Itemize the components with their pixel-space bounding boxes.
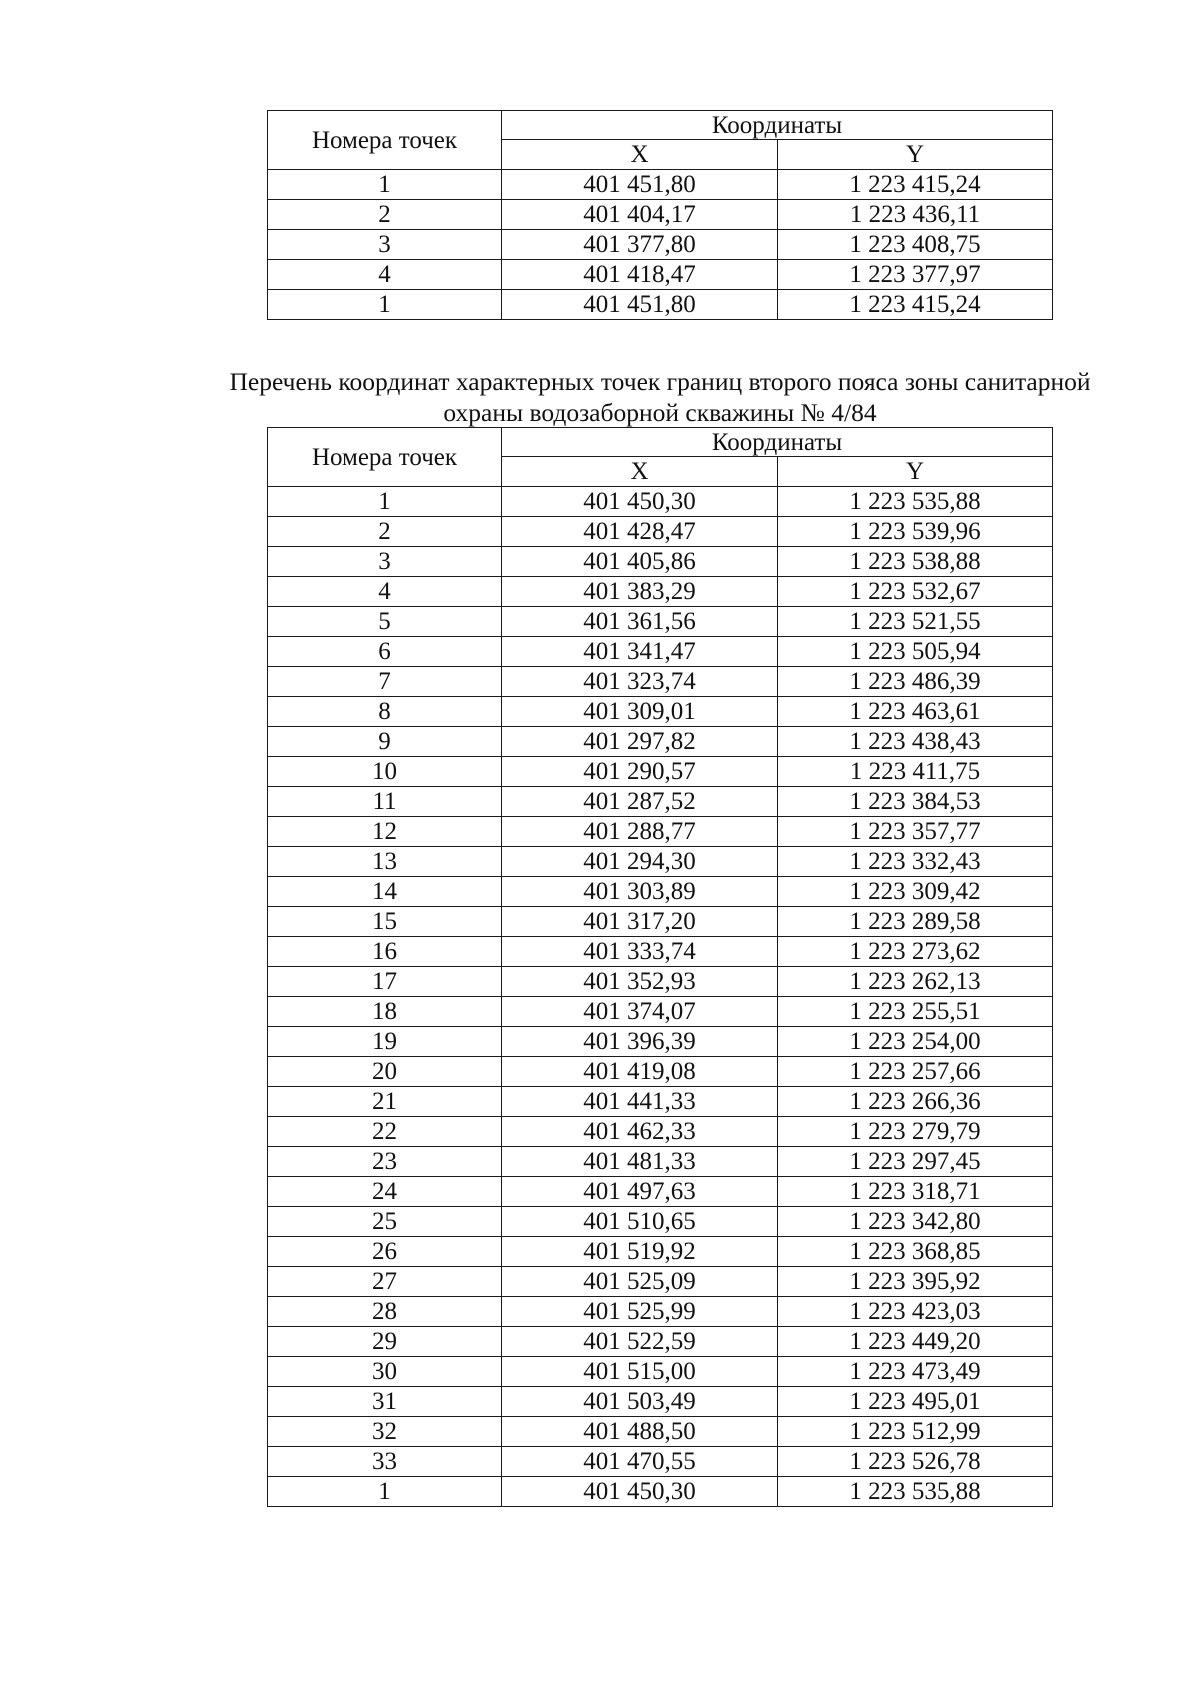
table-row (268, 907, 1053, 937)
x-coordinate-cell: 401 297,82 (502, 727, 778, 757)
y-coordinate-cell: 1 223 423,03 (778, 1297, 1053, 1327)
y-coordinate-cell: 1 223 357,77 (778, 817, 1053, 847)
x-coordinate-cell: 401 288,77 (502, 817, 778, 847)
y-coordinate-cell: 1 223 463,61 (778, 697, 1053, 727)
y-coordinate-cell: 1 223 436,11 (778, 200, 1053, 230)
x-coordinate-cell: 401 510,65 (502, 1207, 778, 1237)
y-coordinate-cell: 1 223 368,85 (778, 1237, 1053, 1267)
table-row (268, 817, 1053, 847)
x-coordinate-cell: 401 519,92 (502, 1237, 778, 1267)
point-number-cell: 24 (268, 1177, 502, 1207)
x-coordinate-cell: 401 497,63 (502, 1177, 778, 1207)
caption-line-1: Перечень координат характерных точек границ второго пояса зоны санитарной (229, 367, 1091, 396)
x-coordinate-cell: 401 428,47 (502, 517, 778, 547)
point-number-cell: 1 (268, 1477, 502, 1507)
point-number-cell: 1 (268, 170, 502, 200)
x-coordinate-cell: 401 470,55 (502, 1447, 778, 1477)
y-coordinate-cell: 1 223 505,94 (778, 637, 1053, 667)
x-coordinate-cell: 401 522,59 (502, 1327, 778, 1357)
y-coordinate-cell: 1 223 318,71 (778, 1177, 1053, 1207)
y-coordinate-cell: 1 223 408,75 (778, 230, 1053, 260)
y-coordinate-cell: 1 223 262,13 (778, 967, 1053, 997)
table-row (268, 1387, 1053, 1417)
coordinates-table-second-zone (267, 427, 1053, 1507)
table-row (268, 727, 1053, 757)
table-row (268, 787, 1053, 817)
x-coordinate-cell: 401 450,30 (502, 487, 778, 517)
y-coordinate-cell: 1 223 438,43 (778, 727, 1053, 757)
point-number-cell: 5 (268, 607, 502, 637)
table-row (268, 230, 1053, 260)
table-row (268, 1357, 1053, 1387)
point-number-cell: 6 (268, 637, 502, 667)
table-row (268, 1447, 1053, 1477)
table-row (268, 547, 1053, 577)
x-coordinate-cell: 401 287,52 (502, 787, 778, 817)
point-number-cell: 21 (268, 1087, 502, 1117)
point-number-cell: 3 (268, 230, 502, 260)
x-coordinate-cell: 401 374,07 (502, 997, 778, 1027)
table-row (268, 757, 1053, 787)
point-number-cell: 17 (268, 967, 502, 997)
x-coordinate-cell: 401 462,33 (502, 1117, 778, 1147)
table-row (268, 170, 1053, 200)
table-row (268, 937, 1053, 967)
table-row (268, 1267, 1053, 1297)
point-number-cell: 1 (268, 290, 502, 320)
x-coordinate-cell: 401 418,47 (502, 260, 778, 290)
point-number-cell: 20 (268, 1057, 502, 1087)
x-coordinate-cell: 401 396,39 (502, 1027, 778, 1057)
table-row (268, 1477, 1053, 1507)
y-coordinate-cell: 1 223 309,42 (778, 877, 1053, 907)
point-number-cell: 8 (268, 697, 502, 727)
y-coordinate-cell: 1 223 332,43 (778, 847, 1053, 877)
x-coordinate-cell: 401 451,80 (502, 170, 778, 200)
x-coordinate-cell: 401 383,29 (502, 577, 778, 607)
point-number-cell: 3 (268, 547, 502, 577)
table-body (268, 487, 1053, 1507)
table-row (268, 1117, 1053, 1147)
x-coordinate-cell: 401 419,08 (502, 1057, 778, 1087)
table-row (268, 1147, 1053, 1177)
point-number-cell: 26 (268, 1237, 502, 1267)
table-row (268, 200, 1053, 230)
x-coordinate-cell: 401 341,47 (502, 637, 778, 667)
y-coordinate-cell: 1 223 415,24 (778, 290, 1053, 320)
header-x: X (502, 457, 778, 487)
point-number-cell: 31 (268, 1387, 502, 1417)
x-coordinate-cell: 401 441,33 (502, 1087, 778, 1117)
x-coordinate-cell: 401 377,80 (502, 230, 778, 260)
point-number-cell: 25 (268, 1207, 502, 1237)
x-coordinate-cell: 401 317,20 (502, 907, 778, 937)
y-coordinate-cell: 1 223 535,88 (778, 487, 1053, 517)
point-number-cell: 12 (268, 817, 502, 847)
table-row (268, 487, 1053, 517)
x-coordinate-cell: 401 481,33 (502, 1147, 778, 1177)
table-header (268, 111, 1053, 170)
table-row (268, 637, 1053, 667)
x-coordinate-cell: 401 503,49 (502, 1387, 778, 1417)
y-coordinate-cell: 1 223 297,45 (778, 1147, 1053, 1177)
table-row (268, 1237, 1053, 1267)
table-row (268, 997, 1053, 1027)
y-coordinate-cell: 1 223 532,67 (778, 577, 1053, 607)
table-row (268, 1207, 1053, 1237)
y-coordinate-cell: 1 223 495,01 (778, 1387, 1053, 1417)
point-number-cell: 4 (268, 260, 502, 290)
y-coordinate-cell: 1 223 486,39 (778, 667, 1053, 697)
table-caption (180, 366, 1140, 428)
x-coordinate-cell: 401 451,80 (502, 290, 778, 320)
point-number-cell: 28 (268, 1297, 502, 1327)
y-coordinate-cell: 1 223 415,24 (778, 170, 1053, 200)
table-row (268, 517, 1053, 547)
y-coordinate-cell: 1 223 521,55 (778, 607, 1053, 637)
y-coordinate-cell: 1 223 538,88 (778, 547, 1053, 577)
x-coordinate-cell: 401 352,93 (502, 967, 778, 997)
header-x: X (502, 140, 778, 170)
y-coordinate-cell: 1 223 535,88 (778, 1477, 1053, 1507)
x-coordinate-cell: 401 303,89 (502, 877, 778, 907)
header-point-numbers: Номера точек (268, 111, 502, 170)
x-coordinate-cell: 401 525,99 (502, 1297, 778, 1327)
x-coordinate-cell: 401 294,30 (502, 847, 778, 877)
point-number-cell: 11 (268, 787, 502, 817)
table-row (268, 667, 1053, 697)
coordinates-table-first-zone (267, 110, 1053, 320)
table-row (268, 1297, 1053, 1327)
table-row (268, 877, 1053, 907)
point-number-cell: 15 (268, 907, 502, 937)
y-coordinate-cell: 1 223 411,75 (778, 757, 1053, 787)
point-number-cell: 16 (268, 937, 502, 967)
x-coordinate-cell: 401 361,56 (502, 607, 778, 637)
y-coordinate-cell: 1 223 255,51 (778, 997, 1053, 1027)
y-coordinate-cell: 1 223 395,92 (778, 1267, 1053, 1297)
x-coordinate-cell: 401 488,50 (502, 1417, 778, 1447)
point-number-cell: 30 (268, 1357, 502, 1387)
point-number-cell: 10 (268, 757, 502, 787)
x-coordinate-cell: 401 309,01 (502, 697, 778, 727)
point-number-cell: 19 (268, 1027, 502, 1057)
point-number-cell: 27 (268, 1267, 502, 1297)
y-coordinate-cell: 1 223 384,53 (778, 787, 1053, 817)
table-row (268, 577, 1053, 607)
table-row (268, 260, 1053, 290)
point-number-cell: 1 (268, 487, 502, 517)
point-number-cell: 18 (268, 997, 502, 1027)
y-coordinate-cell: 1 223 473,49 (778, 1357, 1053, 1387)
y-coordinate-cell: 1 223 512,99 (778, 1417, 1053, 1447)
table-row (268, 967, 1053, 997)
point-number-cell: 2 (268, 200, 502, 230)
point-number-cell: 9 (268, 727, 502, 757)
point-number-cell: 13 (268, 847, 502, 877)
point-number-cell: 23 (268, 1147, 502, 1177)
y-coordinate-cell: 1 223 273,62 (778, 937, 1053, 967)
point-number-cell: 7 (268, 667, 502, 697)
point-number-cell: 14 (268, 877, 502, 907)
point-number-cell: 2 (268, 517, 502, 547)
point-number-cell: 4 (268, 577, 502, 607)
y-coordinate-cell: 1 223 266,36 (778, 1087, 1053, 1117)
y-coordinate-cell: 1 223 342,80 (778, 1207, 1053, 1237)
table-body (268, 170, 1053, 320)
x-coordinate-cell: 401 333,74 (502, 937, 778, 967)
x-coordinate-cell: 401 515,00 (502, 1357, 778, 1387)
table-row (268, 1177, 1053, 1207)
table-row (268, 607, 1053, 637)
x-coordinate-cell: 401 525,09 (502, 1267, 778, 1297)
header-coordinates: Координаты (502, 428, 1053, 457)
y-coordinate-cell: 1 223 539,96 (778, 517, 1053, 547)
header-coordinates: Координаты (502, 111, 1053, 140)
point-number-cell: 22 (268, 1117, 502, 1147)
table-row (268, 1057, 1053, 1087)
table-header (268, 428, 1053, 487)
table-row (268, 1417, 1053, 1447)
y-coordinate-cell: 1 223 279,79 (778, 1117, 1053, 1147)
x-coordinate-cell: 401 450,30 (502, 1477, 778, 1507)
y-coordinate-cell: 1 223 449,20 (778, 1327, 1053, 1357)
point-number-cell: 33 (268, 1447, 502, 1477)
y-coordinate-cell: 1 223 289,58 (778, 907, 1053, 937)
y-coordinate-cell: 1 223 257,66 (778, 1057, 1053, 1087)
caption-line-2: охраны водозаборной скважины № 4/84 (443, 398, 877, 427)
x-coordinate-cell: 401 405,86 (502, 547, 778, 577)
y-coordinate-cell: 1 223 254,00 (778, 1027, 1053, 1057)
x-coordinate-cell: 401 404,17 (502, 200, 778, 230)
table-row (268, 1027, 1053, 1057)
table-row (268, 697, 1053, 727)
y-coordinate-cell: 1 223 377,97 (778, 260, 1053, 290)
table-row (268, 847, 1053, 877)
table-row (268, 1327, 1053, 1357)
header-y: Y (778, 140, 1053, 170)
point-number-cell: 29 (268, 1327, 502, 1357)
y-coordinate-cell: 1 223 526,78 (778, 1447, 1053, 1477)
header-y: Y (778, 457, 1053, 487)
table-row (268, 290, 1053, 320)
point-number-cell: 32 (268, 1417, 502, 1447)
header-point-numbers: Номера точек (268, 428, 502, 487)
x-coordinate-cell: 401 323,74 (502, 667, 778, 697)
table-row (268, 1087, 1053, 1117)
x-coordinate-cell: 401 290,57 (502, 757, 778, 787)
